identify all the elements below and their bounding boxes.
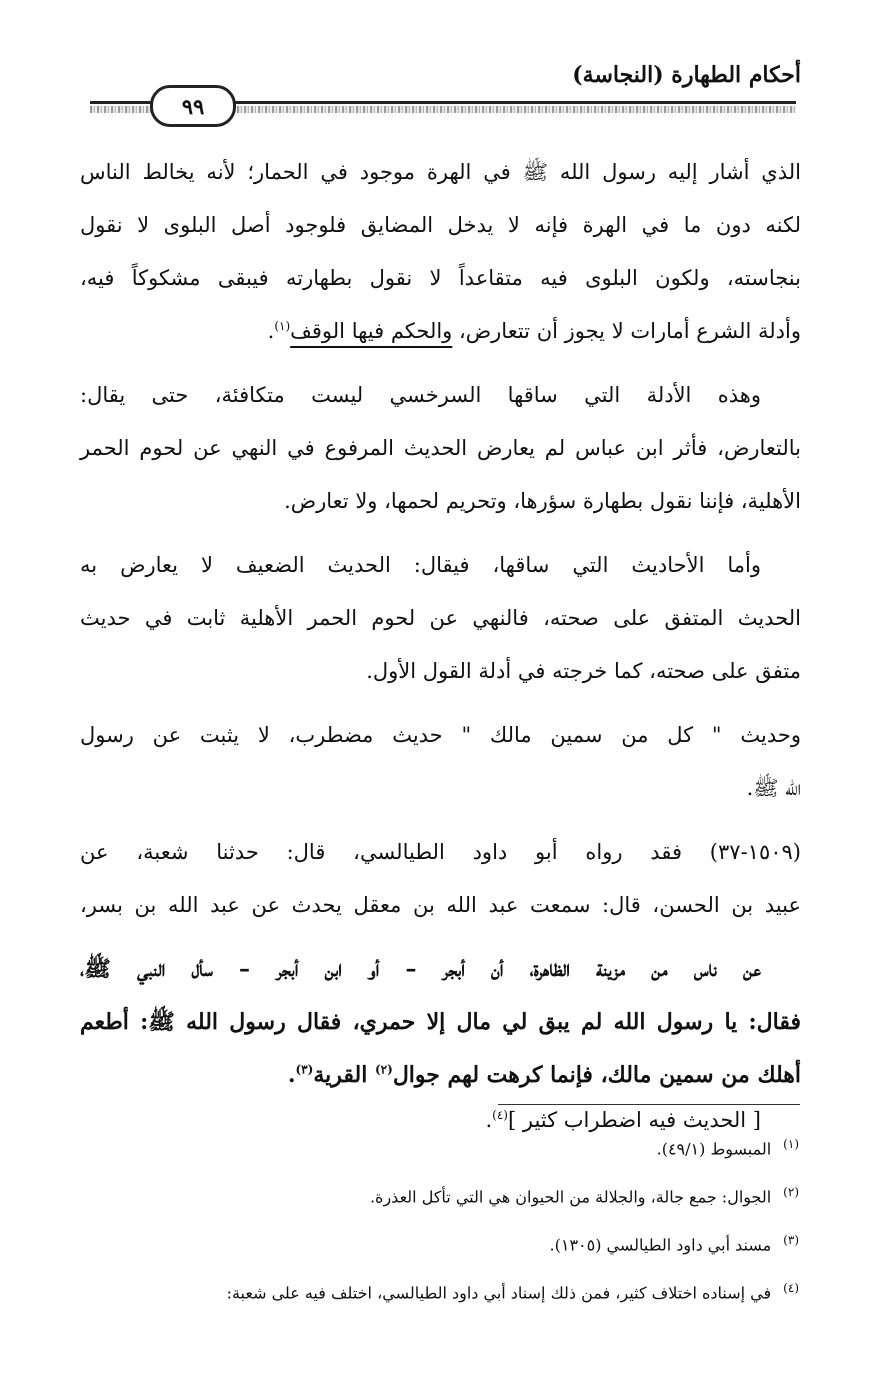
text-line: فقال: يا رسول الله لم يبق لي مال إلا حمري، فقال رسول الله ﷺ: أطعم [80, 1009, 801, 1035]
text-line: بنجاسته، ولكون البلوى فيه متقاعداً لا نقول بطهارته فيبقى مشكوكاً فيه، [80, 266, 801, 290]
footnote-text: في إسناده اختلاف كثير، فمن ذلك إسناد أبي داود الطيالسي، اختلف فيه على شعبة: [226, 1283, 772, 1303]
footnote-ref[interactable]: (٣) [295, 1062, 314, 1077]
footnote-mark: (٣) [783, 1233, 799, 1247]
footnote-separator [498, 1104, 800, 1105]
text-line: وحديث " كل من سمين مالك " حديث مضطرب، لا يثبت عن رسول [80, 723, 801, 747]
text-segment: وأدلة الشرع أمارات لا يجوز أن تتعارض، [452, 319, 801, 343]
bracketed-note: [ الحديث فيه اضطراب كثير ] [507, 1108, 761, 1132]
footnote-text: الجوال: جمع جالة، والجلالة من الحيوان هي التي تأكل العذرة. [369, 1187, 772, 1207]
text-segment: أهلك من سمين مالك، فإنما كرهت لهم جوال [392, 1062, 801, 1088]
running-header-title: أحكام الطهارة (النجاسة) [572, 62, 801, 88]
footnote-text: المبسوط (٤٩/١). [656, 1139, 772, 1159]
underlined-phrase: والحكم فيها الوقف [290, 319, 453, 343]
paragraph-4 [80, 709, 801, 815]
text-segment: . [287, 1062, 296, 1088]
text-line: بالتعارض، فأثر ابن عباس لم يعارض الحديث المرفوع في النهي عن لحوم الحمر [80, 436, 801, 460]
hadith-text [80, 943, 801, 1102]
footnote-ref[interactable]: (٢) [374, 1062, 393, 1077]
footnote-mark: (٢) [783, 1185, 799, 1199]
page-number-badge [150, 85, 236, 127]
text-line: الله ﷺ. [746, 776, 801, 800]
text-line: الأهلية، فإننا نقول بطهارة سؤرها، وتحريم لحمها، ولا تعارض. [284, 489, 801, 513]
footnote-3 [100, 1216, 799, 1264]
text-segment: . [267, 319, 275, 343]
paragraph-2 [80, 369, 801, 528]
paragraph-3 [80, 539, 801, 698]
footnote-mark: (١) [783, 1137, 799, 1151]
text-line: متفق على صحته، كما خرجته في أدلة القول الأول. [366, 659, 801, 683]
footnote-ref[interactable]: (٤) [492, 1108, 508, 1122]
footnotes [100, 1120, 799, 1312]
text-segment: القرية [313, 1062, 375, 1088]
text-line: الذي أشار إليه رسول الله ﷺ في الهرة موجود في الحمار؛ لأنه يخالط الناس [80, 160, 801, 184]
text-segment: . [485, 1108, 493, 1132]
page-number: ٩٩ [181, 93, 205, 119]
footnote-2 [100, 1168, 799, 1216]
text-line [80, 305, 801, 358]
footnote-ref[interactable]: (١) [274, 319, 291, 333]
footnote-4 [100, 1264, 799, 1312]
main-text [80, 146, 801, 1158]
text-line: عن ناس من مزينة الظاهرة، أن أبجر – أو ابن أبجر – سأل النبي ﷺ، [80, 956, 761, 982]
paragraph-1 [80, 146, 801, 358]
footnote-1 [100, 1120, 799, 1168]
footnote-mark: (٤) [783, 1281, 799, 1295]
paragraph-5 [80, 826, 801, 932]
text-line: عبيد بن الحسن، قال: سمعت عبد الله بن معقل يحدث عن عبد الله بن بسر، [80, 893, 801, 917]
footnote-text: مسند أبي داود الطيالسي (١٣٠٥). [549, 1235, 772, 1255]
text-line: وأما الأحاديث التي ساقها، فيقال: الحديث الضعيف لا يعارض به [80, 553, 761, 577]
text-line: الحديث المتفق على صحته، فالنهي عن لحوم الحمر الأهلية ثابت في حديث [80, 606, 801, 630]
text-line: وهذه الأدلة التي ساقها السرخسي ليست متكافئة، حتى يقال: [80, 383, 761, 407]
text-line: لكنه دون ما في الهرة فإنه لا يدخل المضايق فلوجود أصل البلوى لا نقول [80, 213, 801, 237]
text-line: (١٥٠٩-٣٧) فقد رواه أبو داود الطيالسي، قال: حدثنا شعبة، عن [80, 840, 801, 864]
